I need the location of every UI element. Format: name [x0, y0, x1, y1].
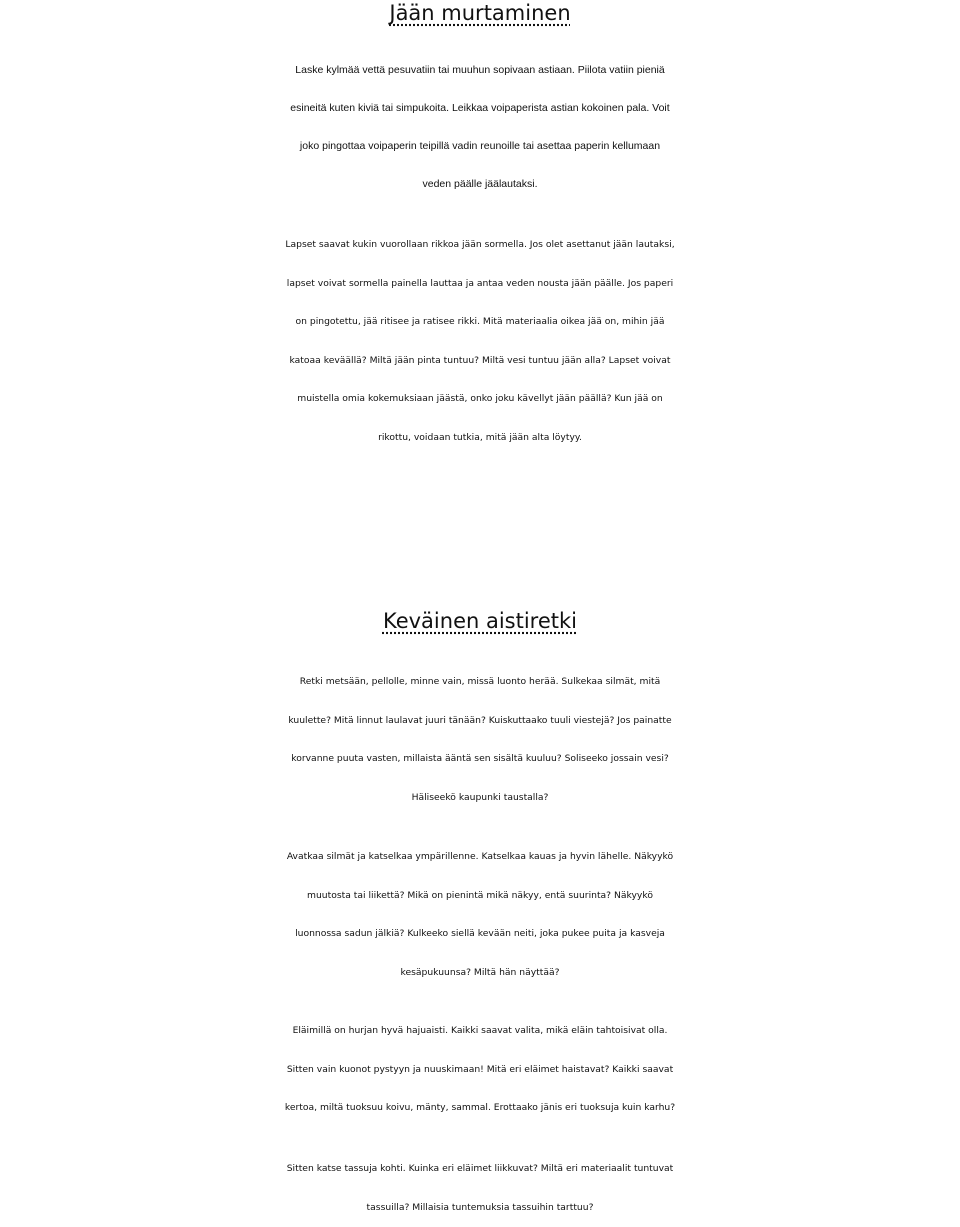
section-title-spring: [0, 606, 960, 636]
text-line: joko pingottaa voipaperin teipillä vadin reunoille tai asettaa paperin kellumaan: [0, 127, 960, 165]
spring-paragraph-2: [0, 838, 960, 992]
text-line: lapset voivat sormella painella lauttaa ja antaa veden nousta jään päälle. Jos paperi: [0, 265, 960, 304]
ice-paragraph-2: [0, 226, 960, 457]
section-title-ice-text: Jään murtaminen: [389, 1, 570, 25]
text-line: kuulette? Mitä linnut laulavat juuri tänään? Kuiskuttaako tuuli viestejä? Jos painatte: [0, 702, 960, 741]
text-line: on pingotettu, jää ritisee ja ratisee rikki. Mitä materiaalia oikea jää on, mihin jää: [0, 303, 960, 342]
text-line: kertoa, miltä tuoksuu koivu, mänty, sammal. Erottaako jänis eri tuoksuja kuin karhu?: [0, 1089, 960, 1128]
spring-paragraph-1: [0, 663, 960, 817]
spring-paragraph-3: [0, 1012, 960, 1128]
text-line: Lapset saavat kukin vuorollaan rikkoa jään sormella. Jos olet asettanut jään lautaksi,: [0, 226, 960, 265]
text-line: Avatkaa silmät ja katselkaa ympärillenne. Katselkaa kauas ja hyvin lähelle. Näkyykö: [0, 838, 960, 877]
section-title-spring-text: Keväinen aistiretki: [383, 609, 577, 633]
text-line: muutosta tai liikettä? Mikä on pienintä mikä näkyy, entä suurinta? Näkyykö: [0, 877, 960, 916]
ice-paragraph-1: [0, 51, 960, 203]
text-line: esineitä kuten kiviä tai simpukoita. Leikkaa voipaperista astian kokoinen pala. Voit: [0, 89, 960, 127]
text-line: veden päälle jäälautaksi.: [0, 165, 960, 203]
text-line: muistella omia kokemuksiaan jäästä, onko joku kävellyt jään päällä? Kun jää on: [0, 380, 960, 419]
text-line: Laske kylmää vettä pesuvatiin tai muuhun sopivaan astiaan. Piilota vatiin pieniä: [0, 51, 960, 89]
spring-paragraph-4: [0, 1150, 960, 1227]
section-title-ice: [0, 0, 960, 28]
text-line: luonnossa sadun jälkiä? Kulkeeko siellä kevään neiti, joka pukee puita ja kasveja: [0, 915, 960, 954]
text-line: Retki metsään, pellolle, minne vain, missä luonto herää. Sulkekaa silmät, mitä: [0, 663, 960, 702]
text-line: Eläimillä on hurjan hyvä hajuaisti. Kaikki saavat valita, mikä eläin tahtoisivat olla.: [0, 1012, 960, 1051]
text-line: rikottu, voidaan tutkia, mitä jään alta löytyy.: [0, 419, 960, 458]
text-line: katoaa keväällä? Miltä jään pinta tuntuu? Miltä vesi tuntuu jään alla? Lapset voivat: [0, 342, 960, 381]
text-line: kesäpukuunsa? Miltä hän näyttää?: [0, 954, 960, 993]
text-line: Sitten katse tassuja kohti. Kuinka eri eläimet liikkuvat? Miltä eri materiaalit tuntuvat: [0, 1150, 960, 1189]
text-line: tassuilla? Millaisia tuntemuksia tassuihin tarttuu?: [0, 1189, 960, 1227]
text-line: Häliseekö kaupunki taustalla?: [0, 779, 960, 818]
text-line: Sitten vain kuonot pystyyn ja nuuskimaan! Mitä eri eläimet haistavat? Kaikki saavat: [0, 1051, 960, 1090]
text-line: korvanne puuta vasten, millaista ääntä sen sisältä kuuluu? Soliseeko jossain vesi?: [0, 740, 960, 779]
